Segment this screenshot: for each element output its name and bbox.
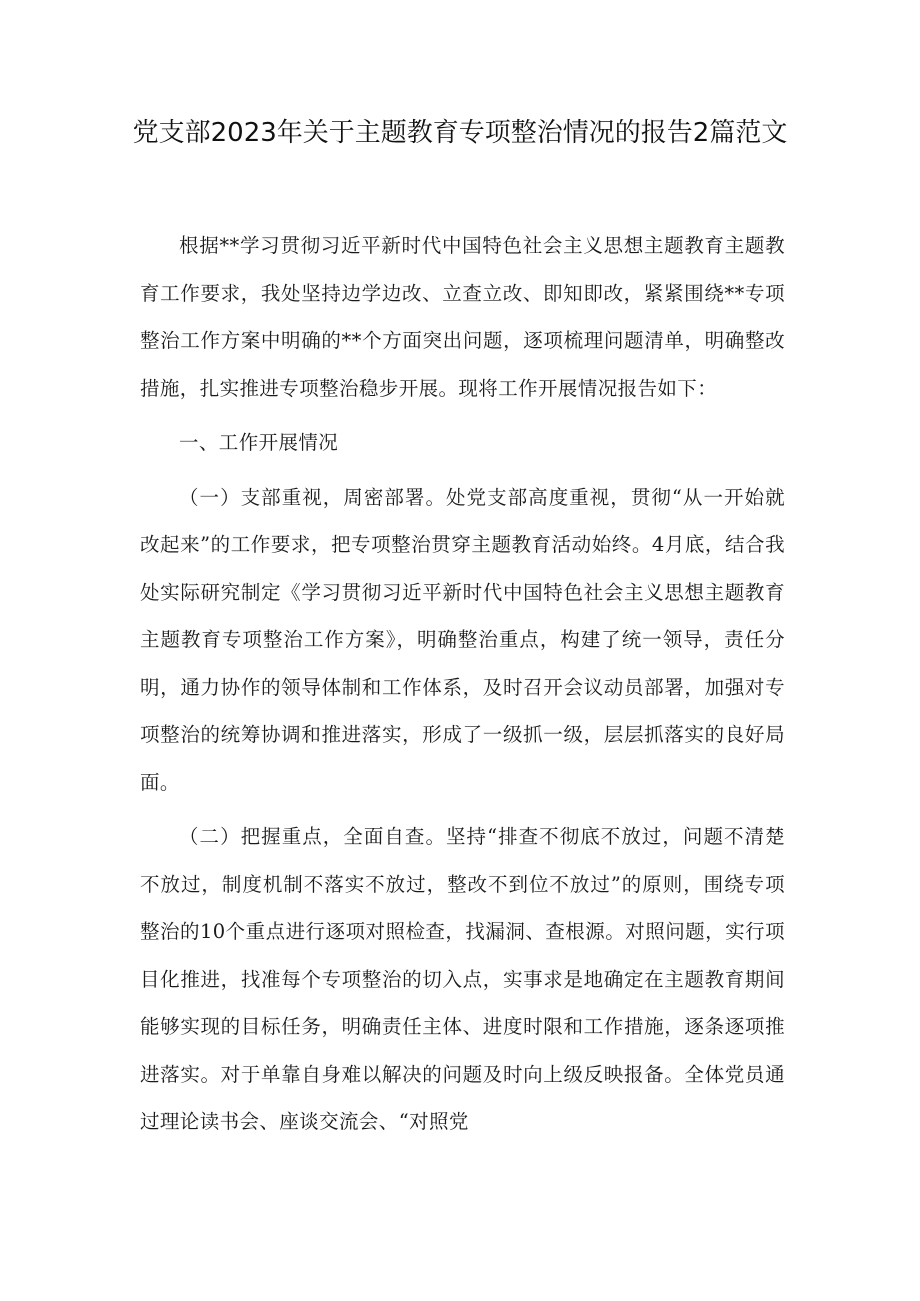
- document-body: [140, 222, 785, 1153]
- intro-paragraph: 根据**学习贯彻习近平新时代中国特色社会主义思想主题教育主题教育工作要求，我处坚持边学边改、立查立改、即知即改，紧紧围绕**专项整治工作方案中明确的**个方面突出问题，逐项梳理问题清单，明确整改措施，扎实推进专项整治稳步开展。现将工作开展情况报告如下：: [140, 234, 785, 400]
- section-heading: 一、工作开展情况: [179, 431, 339, 454]
- document-title: 党支部2023年关于主题教育专项整治情况的报告2篇范文: [132, 118, 788, 148]
- paragraph-1: （一）支部重视，周密部署。处党支部高度重视，贯彻“从一开始就改起来”的工作要求，把专项整治贯穿主题教育活动始终。4月底，结合我处实际研究制定《学习贯彻习近平新时代中国特色社会主义思想主题教育主题教育专项整治工作方案》，明确整治重点，构建了统一领导，责任分明，通力协作的领导体制和工作体系，及时召开会议动员部署，加强对专项整治的统筹协调和推进落实，形成了一级抓一级，层层抓落实的良好局面。: [140, 485, 785, 794]
- paragraph-2: （二）把握重点，全面自查。坚持“排查不彻底不放过，问题不清楚不放过，制度机制不落实不放过，整改不到位不放过”的原则，围绕专项整治的10个重点进行逐项对照检查，找漏洞、查根源。对照问题，实行项目化推进，找准每个专项整治的切入点，实事求是地确定在主题教育期间能够实现的目标任务，明确责任主体、进度时限和工作措施，逐条逐项推进落实。对于单靠自身难以解决的问题及时向上级反映报备。全体党员通过理论读书会、座谈交流会、“对照党: [140, 825, 785, 1133]
